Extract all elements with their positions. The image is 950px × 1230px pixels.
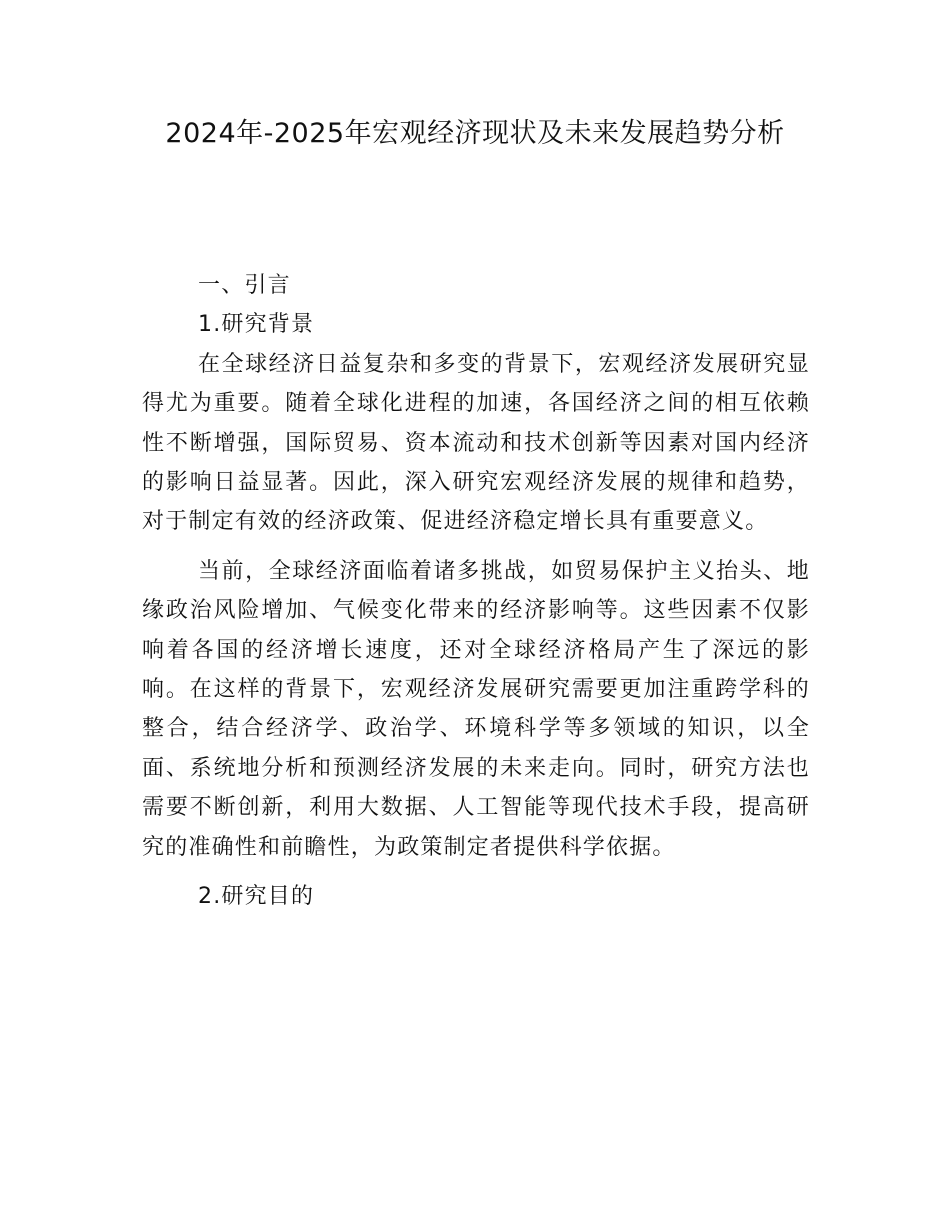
paragraph-background-1: 在全球经济日益复杂和多变的背景下，宏观经济发展研究显得尤为重要。随着全球化进程的加速，各国经济之间的相互依赖性不断增强，国际贸易、资本流动和技术创新等因素对国内经济的影响日益显著。因此，深入研究宏观经济发展的规律和趋势，对于制定有效的经济政策、促进经济稳定增长具有重要意义。 <box>142 351 810 535</box>
paragraph-gap <box>142 867 810 877</box>
paragraph-background-2: 当前，全球经济面临着诸多挑战，如贸易保护主义抬头、地缘政治风险增加、气候变化带来的经济影响等。这些因素不仅影响着各国的经济增长速度，还对全球经济格局产生了深远的影响。在这样的背景下，宏观经济发展研究需要更加注重跨学科的整合，结合经济学、政治学、环境科学等多领域的知识，以全面、系统地分析和预测经济发展的未来走向。同时，研究方法也需要不断创新，利用大数据、人工智能等现代技术手段，提高研究的准确性和前瞻性，为政策制定者提供科学依据。 <box>142 558 810 860</box>
section-heading-introduction: 一、引言 <box>198 273 291 298</box>
subheading-research-purpose: 2.研究目的 <box>198 884 315 910</box>
document-title: 2024年-2025年宏观经济现状及未来发展趋势分析 <box>165 118 785 149</box>
document-body <box>142 266 810 917</box>
paragraph-gap <box>142 542 810 552</box>
subheading-research-background: 1.研究背景 <box>198 312 315 338</box>
